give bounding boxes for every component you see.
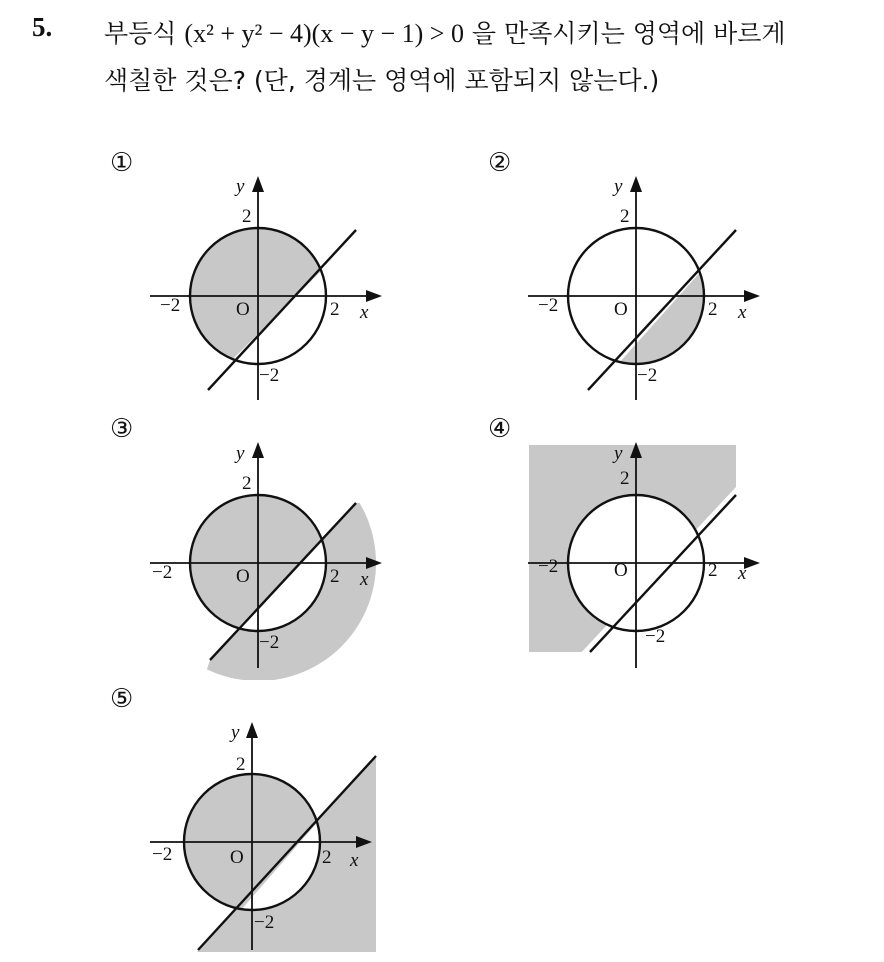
x-tick-neg: −2 [152,562,173,583]
y-axis-label: y [236,176,245,197]
x-axis-label: x [350,850,359,871]
question-suffix: 을 만족시키는 영역에 바르게 [463,19,786,48]
y-tick-pos: 2 [620,206,630,227]
y-axis-arrow [252,176,264,192]
y-axis-label: y [614,443,623,464]
origin-label: O [230,847,244,868]
y-axis-label: y [614,176,623,197]
question-line-2: 색칠한 것은? (단, 경계는 영역에 포함되지 않는다.) [104,66,660,95]
x-tick-neg: −2 [538,556,559,577]
graph-option-3 [138,432,378,692]
x-tick-pos: 2 [708,299,718,320]
shaded-region [529,445,736,656]
y-tick-neg: −2 [259,365,280,386]
option-marker-5[interactable]: ⑤ [110,684,134,714]
x-axis-arrow [366,290,382,302]
graph-option-1 [138,166,378,426]
y-axis-label: y [236,443,245,464]
option-marker-2[interactable]: ② [488,148,512,178]
y-axis-arrow [246,722,258,738]
question-prefix: 부등식 [104,19,185,48]
y-tick-neg: −2 [645,626,666,647]
question-line-1 [104,10,874,57]
origin-label: O [614,560,628,581]
y-axis-arrow [630,176,642,192]
x-axis-arrow [744,290,760,302]
y-tick-pos: 2 [242,473,252,494]
x-tick-neg: −2 [152,844,173,865]
x-tick-neg: −2 [160,295,181,316]
graph-option-4 [516,432,756,692]
x-tick-neg: −2 [538,295,559,316]
option-marker-3[interactable]: ③ [110,414,134,444]
x-tick-pos: 2 [708,560,718,581]
y-tick-pos: 2 [242,206,252,227]
x-axis-label: x [360,302,369,323]
inequality-expression: (x² + y² − 4)(x − y − 1) > 0 [184,19,464,48]
x-axis-label: x [738,563,747,584]
option-marker-4[interactable]: ④ [488,414,512,444]
graph-option-5 [138,702,378,962]
question-text [104,10,874,104]
graph-option-2 [516,166,756,426]
origin-label: O [614,299,628,320]
x-axis-label: x [738,302,747,323]
origin-label: O [236,566,250,587]
x-axis-label: x [360,569,369,590]
y-tick-neg: −2 [254,912,275,933]
question-number: 5. [32,12,53,42]
origin-label: O [236,299,250,320]
y-axis-arrow [252,442,264,458]
y-tick-neg: −2 [259,632,280,653]
x-tick-pos: 2 [330,566,340,587]
shaded-region [586,232,760,420]
y-tick-neg: −2 [637,365,658,386]
option-marker-1[interactable]: ① [110,148,134,178]
y-tick-pos: 2 [236,754,246,775]
x-tick-pos: 2 [322,847,332,868]
y-axis-label: y [231,722,240,743]
y-tick-pos: 2 [620,468,630,489]
x-tick-pos: 2 [330,299,340,320]
